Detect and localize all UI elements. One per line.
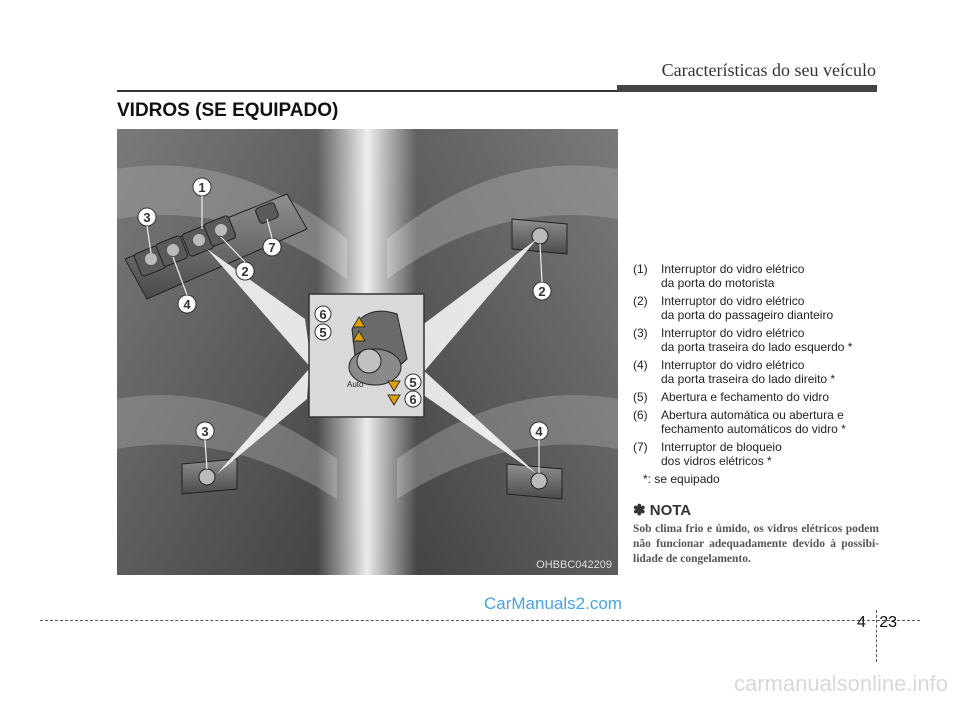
legend-text: Interruptor de bloqueio dos vidros elétricos *: [661, 440, 782, 468]
legend-text: Interruptor do vidro elétrico da porta traseira do lado esquerdo *: [661, 326, 853, 354]
svg-text:6: 6: [319, 307, 327, 322]
legend-number: (7): [633, 440, 648, 454]
legend-item: [633, 326, 893, 354]
site-watermark: carmanualsonline.info: [733, 671, 948, 696]
nota-title: ✽ NOTA: [633, 502, 692, 519]
svg-text:3: 3: [201, 424, 209, 439]
legend-item: [633, 440, 893, 468]
legend-number: (3): [633, 326, 648, 340]
header-title: Características do seu veículo: [661, 60, 876, 80]
svg-text:5: 5: [409, 375, 417, 390]
figure-legend: [633, 262, 893, 486]
callout-6-inset-lower: [405, 391, 421, 407]
legend-item: [633, 262, 893, 290]
page-number: 4 23: [857, 614, 898, 631]
header-rule-accent: [617, 85, 877, 92]
legend-item: [633, 358, 893, 386]
callout-2-right: [533, 282, 551, 300]
callout-4-lower: [530, 422, 548, 440]
front-passenger-switch: [512, 219, 567, 254]
legend-item: [633, 408, 893, 436]
svg-text:7: 7: [268, 240, 276, 255]
svg-text:4: 4: [535, 424, 543, 439]
svg-text:2: 2: [241, 264, 249, 279]
legend-item: [633, 390, 893, 404]
svg-text:6: 6: [409, 392, 417, 407]
callout-3-lower: [196, 422, 214, 440]
callout-5-inset-lower: [405, 374, 421, 390]
window-switch-illustration: [117, 129, 618, 575]
legend-text: Interruptor do vidro elétrico da porta traseira do lado direito *: [661, 358, 836, 386]
legend-number: (1): [633, 262, 648, 276]
callout-1: [193, 178, 211, 196]
svg-text:4: 4: [183, 297, 191, 312]
legend-number: (5): [633, 390, 648, 404]
legend-number: (6): [633, 408, 648, 422]
figure-code: OHBBC042209: [536, 559, 612, 571]
legend-item: [633, 294, 893, 322]
svg-text:3: 3: [143, 210, 151, 225]
callout-7: [263, 238, 281, 256]
legend-text: Interruptor do vidro elétrico da porta do passageiro dianteiro: [661, 294, 834, 322]
callout-4: [178, 295, 196, 313]
callout-6-inset: [315, 306, 331, 322]
svg-text:5: 5: [319, 325, 327, 340]
legend-text: Interruptor do vidro elétrico da porta do motorista: [661, 262, 805, 290]
legend-text: Abertura e fechamento do vidro: [661, 390, 830, 404]
legend-text: Abertura automática ou abertura e fechamento automáticos do vidro *: [661, 408, 846, 436]
nota-text: Sob clima frio e úmido, os vidros elétricos podem não funcionar adequadamente devido à possibi-lidade de congelamento.: [633, 523, 879, 565]
legend-number: (2): [633, 294, 648, 308]
switch-auto-label: Auto: [347, 380, 364, 389]
svg-text:2: 2: [538, 284, 546, 299]
header-rule: [117, 90, 617, 92]
callout-2: [236, 262, 254, 280]
rear-left-switch: [182, 459, 237, 494]
page-number-divider: [876, 610, 877, 662]
footer-rule: [40, 620, 920, 621]
section-title: VIDROS (SE EQUIPADO): [117, 100, 339, 121]
legend-number: (4): [633, 358, 648, 372]
svg-text:1: 1: [198, 180, 206, 195]
rear-right-switch: [507, 464, 562, 499]
legend-footnote: *: se equipado: [643, 472, 720, 486]
callout-3: [138, 208, 156, 226]
window-switch-figure: [117, 129, 618, 575]
carmanuals-watermark: CarManuals2.com: [484, 594, 622, 613]
callout-5-inset: [315, 324, 331, 340]
